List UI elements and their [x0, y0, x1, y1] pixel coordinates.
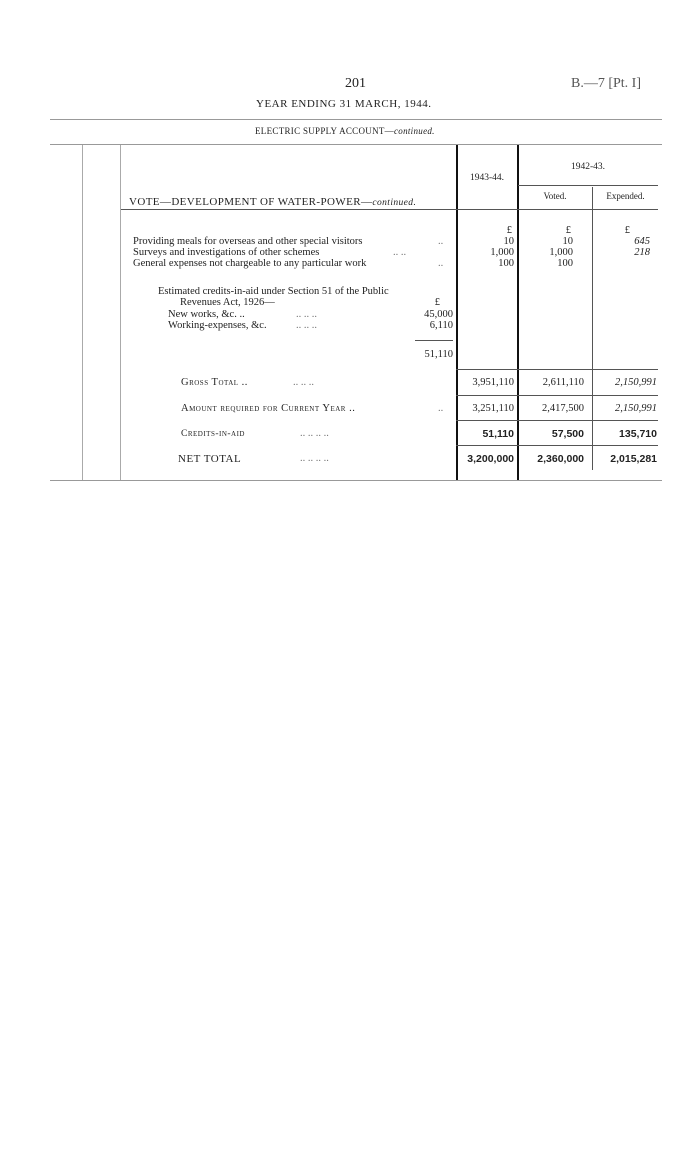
col-header-1943: 1943-44. [469, 173, 505, 183]
total-voted: 2,611,110 [542, 377, 584, 388]
total-dots: .. .. .. .. [300, 453, 329, 464]
year-heading: YEAR ENDING 31 MARCH, 1944. [256, 98, 432, 110]
credits-currency: £ [434, 297, 440, 308]
total-1943: 3,251,110 [472, 403, 514, 414]
total-label: Credits-in-aid [181, 429, 245, 439]
credits-intro-line-2: Revenues Act, 1926— [180, 297, 275, 308]
item-label: Providing meals for overseas and other special visitors [133, 236, 363, 247]
header-bottom-rule [121, 209, 658, 210]
col-header-underline [518, 185, 658, 186]
total-dots: .. .. .. .. [300, 428, 329, 439]
header-rule [50, 119, 662, 120]
item-label: Surveys and investigations of other schemes [133, 247, 320, 258]
left-margin-rule-1 [82, 145, 83, 480]
totals-rule [456, 420, 658, 421]
item-dots: .. .. [393, 247, 407, 258]
vote-title-suffix: continued. [372, 198, 417, 208]
total-voted: 57,500 [551, 428, 584, 440]
col-header-1942: 1942-43. [570, 162, 606, 172]
document-reference: B.—7 [Pt. I] [571, 76, 641, 91]
totals-top-rule [456, 369, 658, 370]
total-expended: 135,710 [619, 428, 657, 440]
account-title-main: ELECTRIC SUPPLY ACCOUNT— [255, 126, 394, 136]
item-dots: .. [438, 236, 444, 247]
credit-value: 6,110 [429, 320, 453, 331]
credit-value: 45,000 [424, 309, 453, 320]
total-label: NET TOTAL [178, 453, 242, 465]
left-margin-rule-2 [120, 145, 121, 480]
total-voted: 2,417,500 [542, 403, 584, 414]
credits-subtotal-rule [415, 340, 453, 341]
credit-label: New works, &c. .. [168, 309, 245, 320]
vote-title [129, 196, 416, 209]
credits-intro-line-1: Estimated credits-in-aid under Section 51 of the Public [158, 286, 389, 297]
vote-title-main: VOTE—DEVELOPMENT OF WATER-POWER— [129, 196, 373, 208]
page-number: 201 [345, 76, 366, 91]
total-1943: 3,951,110 [472, 377, 514, 388]
total-label: Gross Total .. [181, 377, 248, 388]
credit-dots: .. .. .. [296, 309, 317, 320]
item-expended: 645 [634, 236, 650, 247]
item-1943: 1,000 [490, 247, 514, 258]
table-top-rule [50, 144, 662, 145]
item-dots: .. [438, 258, 444, 269]
item-voted: 100 [557, 258, 573, 269]
credits-subtotal: 51,110 [424, 349, 453, 360]
total-1943: 3,200,000 [467, 453, 514, 465]
total-expended: 2,150,991 [615, 377, 657, 388]
total-1943: 51,110 [482, 428, 514, 440]
total-expended: 2,015,281 [610, 453, 657, 465]
item-expended: 218 [634, 247, 650, 258]
account-title-suffix: continued. [393, 126, 435, 136]
currency-expended: £ [624, 225, 630, 236]
total-dots: .. [438, 403, 444, 414]
item-label: General expenses not chargeable to any particular work [133, 258, 367, 269]
credit-dots: .. .. .. [296, 320, 317, 331]
totals-rule [456, 445, 658, 446]
item-1943: 10 [503, 236, 514, 247]
credit-label: Working-expenses, &c. [168, 320, 267, 331]
total-dots: .. .. .. [293, 377, 314, 388]
currency-1943: £ [506, 225, 512, 236]
col-header-expended: Expended. [606, 191, 645, 201]
total-label: Amount required for Current Year .. [181, 403, 356, 414]
item-voted: 1,000 [549, 247, 573, 258]
col-header-voted: Voted. [543, 191, 567, 201]
item-voted: 10 [562, 236, 573, 247]
table-bottom-rule [50, 480, 662, 481]
totals-rule [456, 395, 658, 396]
total-voted: 2,360,000 [537, 453, 584, 465]
currency-voted: £ [565, 225, 571, 236]
total-expended: 2,150,991 [615, 403, 657, 414]
account-title [255, 125, 435, 137]
item-1943: 100 [498, 258, 514, 269]
